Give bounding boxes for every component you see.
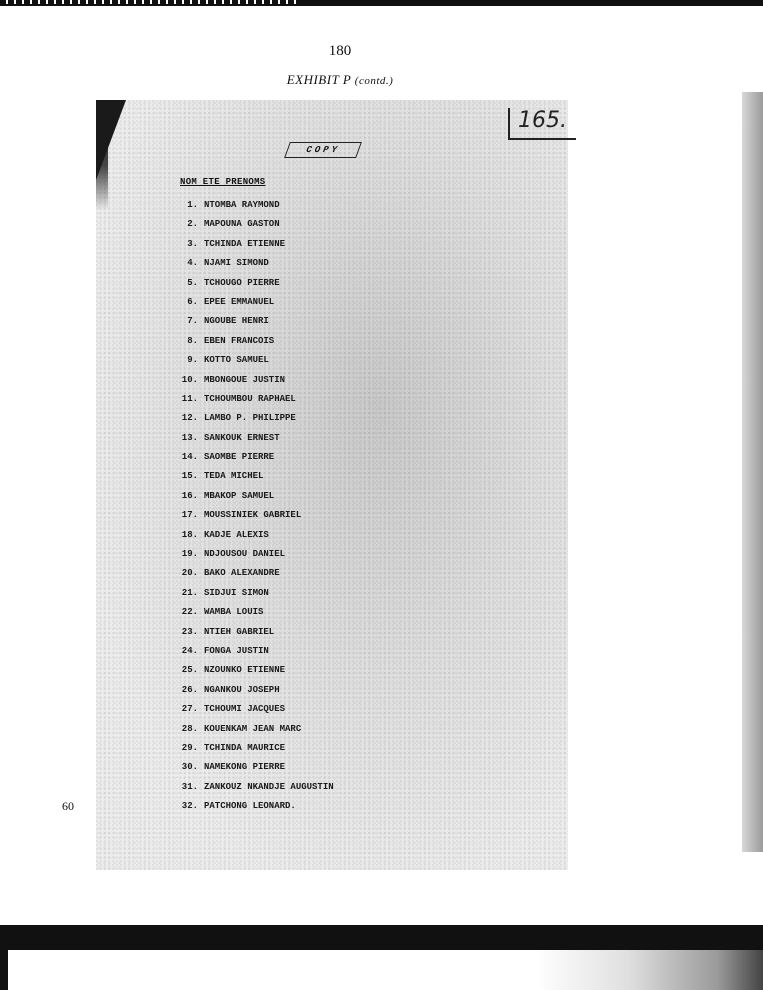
entry-name: NAMEKONG PIERRE xyxy=(204,762,286,773)
entry-name: MBAKOP SAMUEL xyxy=(204,490,275,501)
list-item xyxy=(170,467,334,486)
entry-number: 21. xyxy=(181,587,198,598)
exhibit-title-text: EXHIBIT P xyxy=(286,72,352,87)
list-item xyxy=(170,254,334,273)
list-item xyxy=(170,758,334,777)
exhibit-title xyxy=(0,72,680,88)
entry-name: NDJOUSOU DANIEL xyxy=(204,549,286,560)
entry-number: 29. xyxy=(181,742,198,753)
entry-number: 8. xyxy=(187,335,198,346)
entry-number: 18. xyxy=(181,529,198,540)
top-scan-border xyxy=(0,0,763,6)
entry-number: 10. xyxy=(181,374,198,385)
list-item xyxy=(170,196,334,215)
entry-number: 31. xyxy=(181,781,198,792)
entry-number: 17. xyxy=(181,510,198,521)
entry-number: 4. xyxy=(187,258,198,269)
list-item xyxy=(170,797,334,816)
list-item xyxy=(170,506,334,525)
entry-name: NZOUNKO ETIENNE xyxy=(204,665,286,676)
entry-number: 27. xyxy=(181,704,198,715)
entry-name: TCHOUMI JACQUES xyxy=(204,704,286,715)
page-number: 180 xyxy=(328,43,352,59)
entry-number: 32. xyxy=(181,801,198,812)
column-header: NOM ETE PRENOMS xyxy=(180,177,266,187)
entry-name: TEDA MICHEL xyxy=(204,471,264,482)
entry-name: EPEE EMMANUEL xyxy=(204,296,275,307)
list-item xyxy=(170,739,334,758)
entry-name: EBEN FRANCOIS xyxy=(204,335,275,346)
handwritten-page-number: 165. xyxy=(508,108,576,140)
entry-name: NTOMBA RAYMOND xyxy=(204,200,280,210)
entry-name: KOTTO SAMUEL xyxy=(204,355,269,366)
entry-number: 13. xyxy=(181,432,198,443)
list-item xyxy=(170,584,334,603)
entry-name: LAMBO P. PHILIPPE xyxy=(204,413,296,424)
entry-number: 6. xyxy=(187,296,198,307)
entry-name: NGANKOU JOSEPH xyxy=(204,684,280,695)
entry-number: 14. xyxy=(181,452,198,463)
entry-number: 9. xyxy=(187,355,198,366)
entry-name: TCHOUGO PIERRE xyxy=(204,277,280,288)
entry-number: 7. xyxy=(187,316,198,327)
entry-name: MOUSSINIEK GABRIEL xyxy=(204,510,302,521)
entry-number: 20. xyxy=(181,568,198,579)
list-item xyxy=(170,661,334,680)
entry-number: 19. xyxy=(181,549,198,560)
list-item xyxy=(170,545,334,564)
entry-name: TCHINDA MAURICE xyxy=(204,742,286,753)
entry-number: 30. xyxy=(181,762,198,773)
bottom-scan-band xyxy=(0,925,763,950)
list-item xyxy=(170,720,334,739)
list-item xyxy=(170,215,334,234)
list-item xyxy=(170,700,334,719)
list-item xyxy=(170,603,334,622)
list-item xyxy=(170,448,334,467)
list-item xyxy=(170,526,334,545)
list-item xyxy=(170,409,334,428)
list-item xyxy=(170,642,334,661)
entry-number: 26. xyxy=(181,684,198,695)
entry-name: KADJE ALEXIS xyxy=(204,529,269,540)
list-item xyxy=(170,487,334,506)
exhibit-contd-text: (contd.) xyxy=(354,75,394,87)
list-item xyxy=(170,429,334,448)
entry-number: 1. xyxy=(187,200,198,210)
entry-number: 22. xyxy=(181,607,198,618)
entry-number: 12. xyxy=(181,413,198,424)
entry-number: 23. xyxy=(181,626,198,637)
entry-name: ZANKOUZ NKANDJE AUGUSTIN xyxy=(204,781,334,792)
list-item xyxy=(170,371,334,390)
entry-number: 24. xyxy=(181,645,198,656)
entry-name: TCHOUMBOU RAPHAEL xyxy=(204,393,296,404)
entry-name: WAMBA LOUIS xyxy=(204,607,264,618)
entry-name: FONGA JUSTIN xyxy=(204,645,269,656)
copy-stamp: COPY xyxy=(284,142,362,158)
entry-number: 28. xyxy=(181,723,198,734)
entry-number: 2. xyxy=(187,219,198,230)
bottom-right-shadow xyxy=(536,950,763,990)
entry-name: NGOUBE HENRI xyxy=(204,316,269,327)
list-item xyxy=(170,312,334,331)
names-list xyxy=(170,196,334,817)
entry-name: SAOMBE PIERRE xyxy=(204,452,275,463)
list-item xyxy=(170,332,334,351)
entry-name: NTIEH GABRIEL xyxy=(204,626,275,637)
entry-name: MBONGOUE JUSTIN xyxy=(204,374,286,385)
entry-name: BAKO ALEXANDRE xyxy=(204,568,280,579)
entry-name: SANKOUK ERNEST xyxy=(204,432,280,443)
bottom-left-edge xyxy=(0,925,8,990)
entry-name: TCHINDA ETIENNE xyxy=(204,238,286,249)
list-item xyxy=(170,623,334,642)
list-item xyxy=(170,235,334,254)
list-item xyxy=(170,390,334,409)
list-item xyxy=(170,564,334,583)
entry-name: MAPOUNA GASTON xyxy=(204,219,280,230)
entry-number: 16. xyxy=(181,490,198,501)
list-item xyxy=(170,778,334,797)
entry-name: KOUENKAM JEAN MARC xyxy=(204,723,302,734)
margin-line-number: 60 xyxy=(62,799,74,813)
list-item xyxy=(170,274,334,293)
list-item xyxy=(170,681,334,700)
scan-corner-shadow xyxy=(96,100,126,180)
entry-name: PATCHONG LEONARD. xyxy=(204,801,296,812)
entry-number: 25. xyxy=(181,665,198,676)
entry-number: 11. xyxy=(181,393,198,404)
entry-name: NJAMI SIMOND xyxy=(204,258,269,269)
list-item xyxy=(170,351,334,370)
page-edge-shadow xyxy=(742,92,763,852)
list-item xyxy=(170,293,334,312)
entry-number: 3. xyxy=(187,238,198,249)
entry-number: 5. xyxy=(187,277,198,288)
entry-number: 15. xyxy=(181,471,198,482)
entry-name: SIDJUI SIMON xyxy=(204,587,269,598)
